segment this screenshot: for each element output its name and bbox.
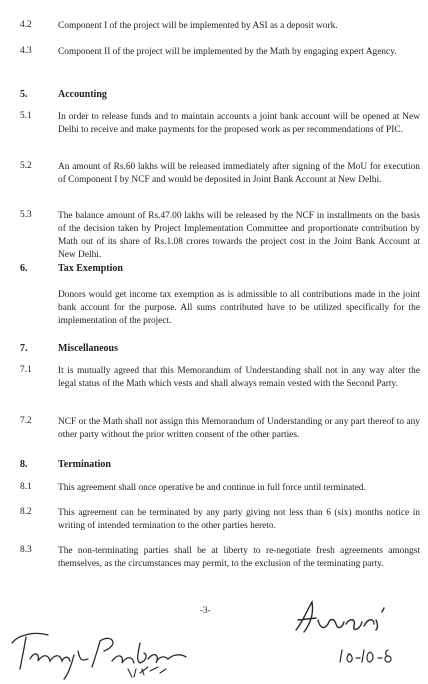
section-heading-termination: Termination xyxy=(58,459,111,470)
clause-number: 8.3 xyxy=(20,545,32,555)
clause-text: This agreement shall once operative be and continue in full force until terminated. xyxy=(58,483,366,493)
clause-text: Component I of the project will be implemented by ASI as a deposit work. xyxy=(58,21,338,31)
clause-number: 4.3 xyxy=(20,46,32,56)
clause-text: This agreement can be terminated by any party giving not less than 6 (six) months notice in writing of intended termination to the other parties hereto. xyxy=(58,508,420,531)
clause-text: Donors would get income tax exemption as is admissible to all contributions made in the joint bank account for the purpose. All sums contributed have to be utilized specifically for the implementation of the project. xyxy=(58,290,420,326)
clause-text: An amount of Rs.60 lakhs will be released immediately after signing of the MoU for execution of Component I by NCF and would be deposited in Joint Bank Account at New Delhi. xyxy=(58,162,420,185)
section-heading-tax-exemption: Tax Exemption xyxy=(58,263,123,274)
clause-text: It is mutually agreed that this Memorandum of Understanding shall not in any way alter the legal status of the Math which vests and shall always remain vested with the Second Party. xyxy=(58,366,420,389)
section-heading-accounting: Accounting xyxy=(58,89,107,100)
left-signature xyxy=(8,615,208,681)
section-number: 7. xyxy=(20,343,28,354)
clause-number: 7.1 xyxy=(20,365,32,375)
clause-text: NCF or the Math shall not assign this Memorandum of Understanding or any part thereof to any other party without the prior written consent of the other parties. xyxy=(58,417,420,440)
clause-number: 8.1 xyxy=(20,482,32,492)
clause-number: 5.2 xyxy=(20,161,32,171)
page-number: -3- xyxy=(200,605,211,615)
clause-number: 4.2 xyxy=(20,20,32,30)
section-number: 6. xyxy=(20,263,28,274)
section-heading-miscellaneous: Miscellaneous xyxy=(58,343,118,354)
clause-text: Component II of the project will be implemented by the Math by engaging expert Agency. xyxy=(58,47,397,57)
section-number: 8. xyxy=(20,459,28,470)
clause-number: 5.1 xyxy=(20,111,32,121)
clause-text: The balance amount of Rs.47.00 lakhs will be released by the NCF in installments on the basis of the decision taken by Project Implementation Committee and proportionate contribution by Math out of its share of Rs.1.08 crores towards the project cost in the Joint Bank Account at New Delhi. xyxy=(58,211,420,260)
clause-number: 5.3 xyxy=(20,210,32,220)
section-number: 5. xyxy=(20,89,28,100)
clause-number: 7.2 xyxy=(20,416,32,426)
right-signature xyxy=(290,590,426,676)
clause-text: The non-terminating parties shall be at liberty to re-negotiate fresh agreements amongst themselves, as the circumstances may permit, to the exclusion of the terminating party. xyxy=(58,546,420,569)
clause-text: In order to release funds and to maintain accounts a joint bank account will be opened at New Delhi to receive and make payments for the proposed work as per recommendations of PIC. xyxy=(58,112,420,135)
clause-number: 8.2 xyxy=(20,507,32,517)
